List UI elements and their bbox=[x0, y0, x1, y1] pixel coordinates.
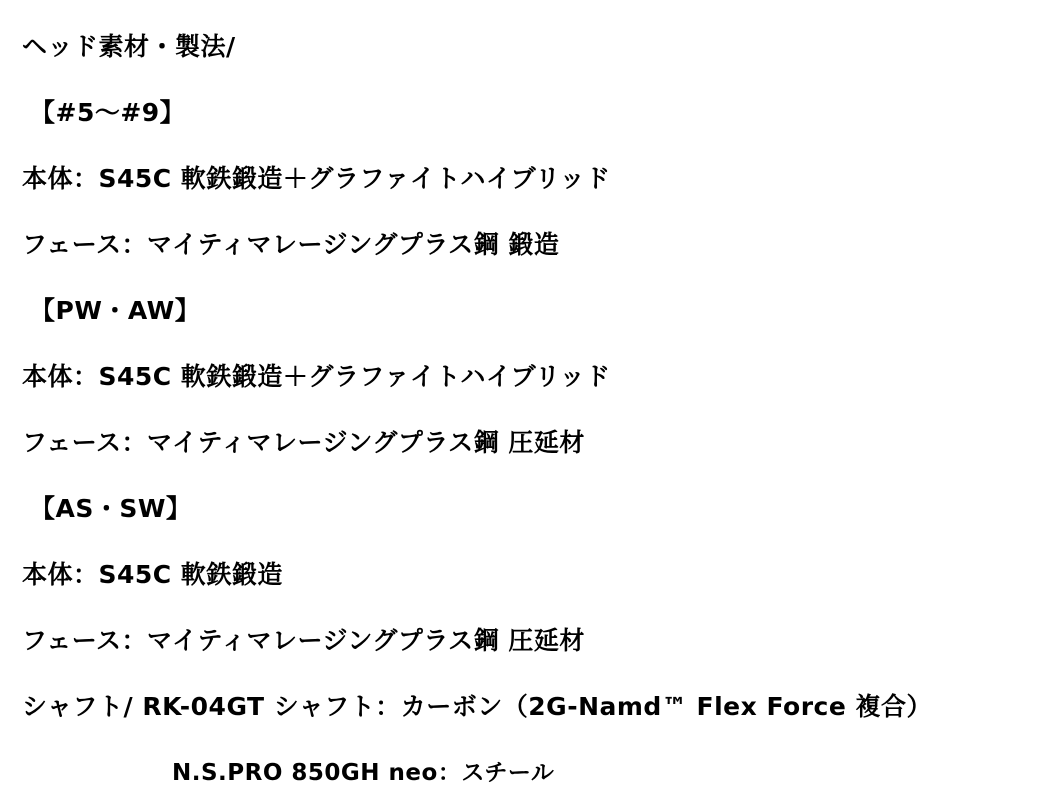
spec-line-shaft-secondary: N.S.PRO 850GH neo：スチール bbox=[172, 760, 555, 786]
spec-line-shaft-primary: シャフト/ RK-04GT シャフト：カーボン（2G-Namd™ Flex Force 複合） bbox=[22, 692, 933, 721]
spec-line-body-5-9: 本体：S45C 軟鉄鍛造＋グラファイトハイブリッド bbox=[22, 164, 611, 193]
spec-line-group-as-sw-heading: 【AS・SW】 bbox=[30, 494, 192, 523]
spec-line-face-pw-aw: フェース：マイティマレージングプラス鋼 圧延材 bbox=[22, 428, 585, 457]
spec-line-body-pw-aw: 本体：S45C 軟鉄鍛造＋グラファイトハイブリッド bbox=[22, 362, 611, 391]
spec-line-group-pw-aw-heading: 【PW・AW】 bbox=[30, 296, 201, 325]
spec-line-face-as-sw: フェース：マイティマレージングプラス鋼 圧延材 bbox=[22, 626, 585, 655]
spec-line-face-5-9: フェース：マイティマレージングプラス鋼 鍛造 bbox=[22, 230, 560, 259]
spec-line-head-material-label: ヘッド素材・製法/ bbox=[22, 32, 236, 61]
spec-line-body-as-sw: 本体：S45C 軟鉄鍛造 bbox=[22, 560, 283, 589]
spec-line-group-5-9-heading: 【#5〜#9】 bbox=[30, 98, 186, 127]
